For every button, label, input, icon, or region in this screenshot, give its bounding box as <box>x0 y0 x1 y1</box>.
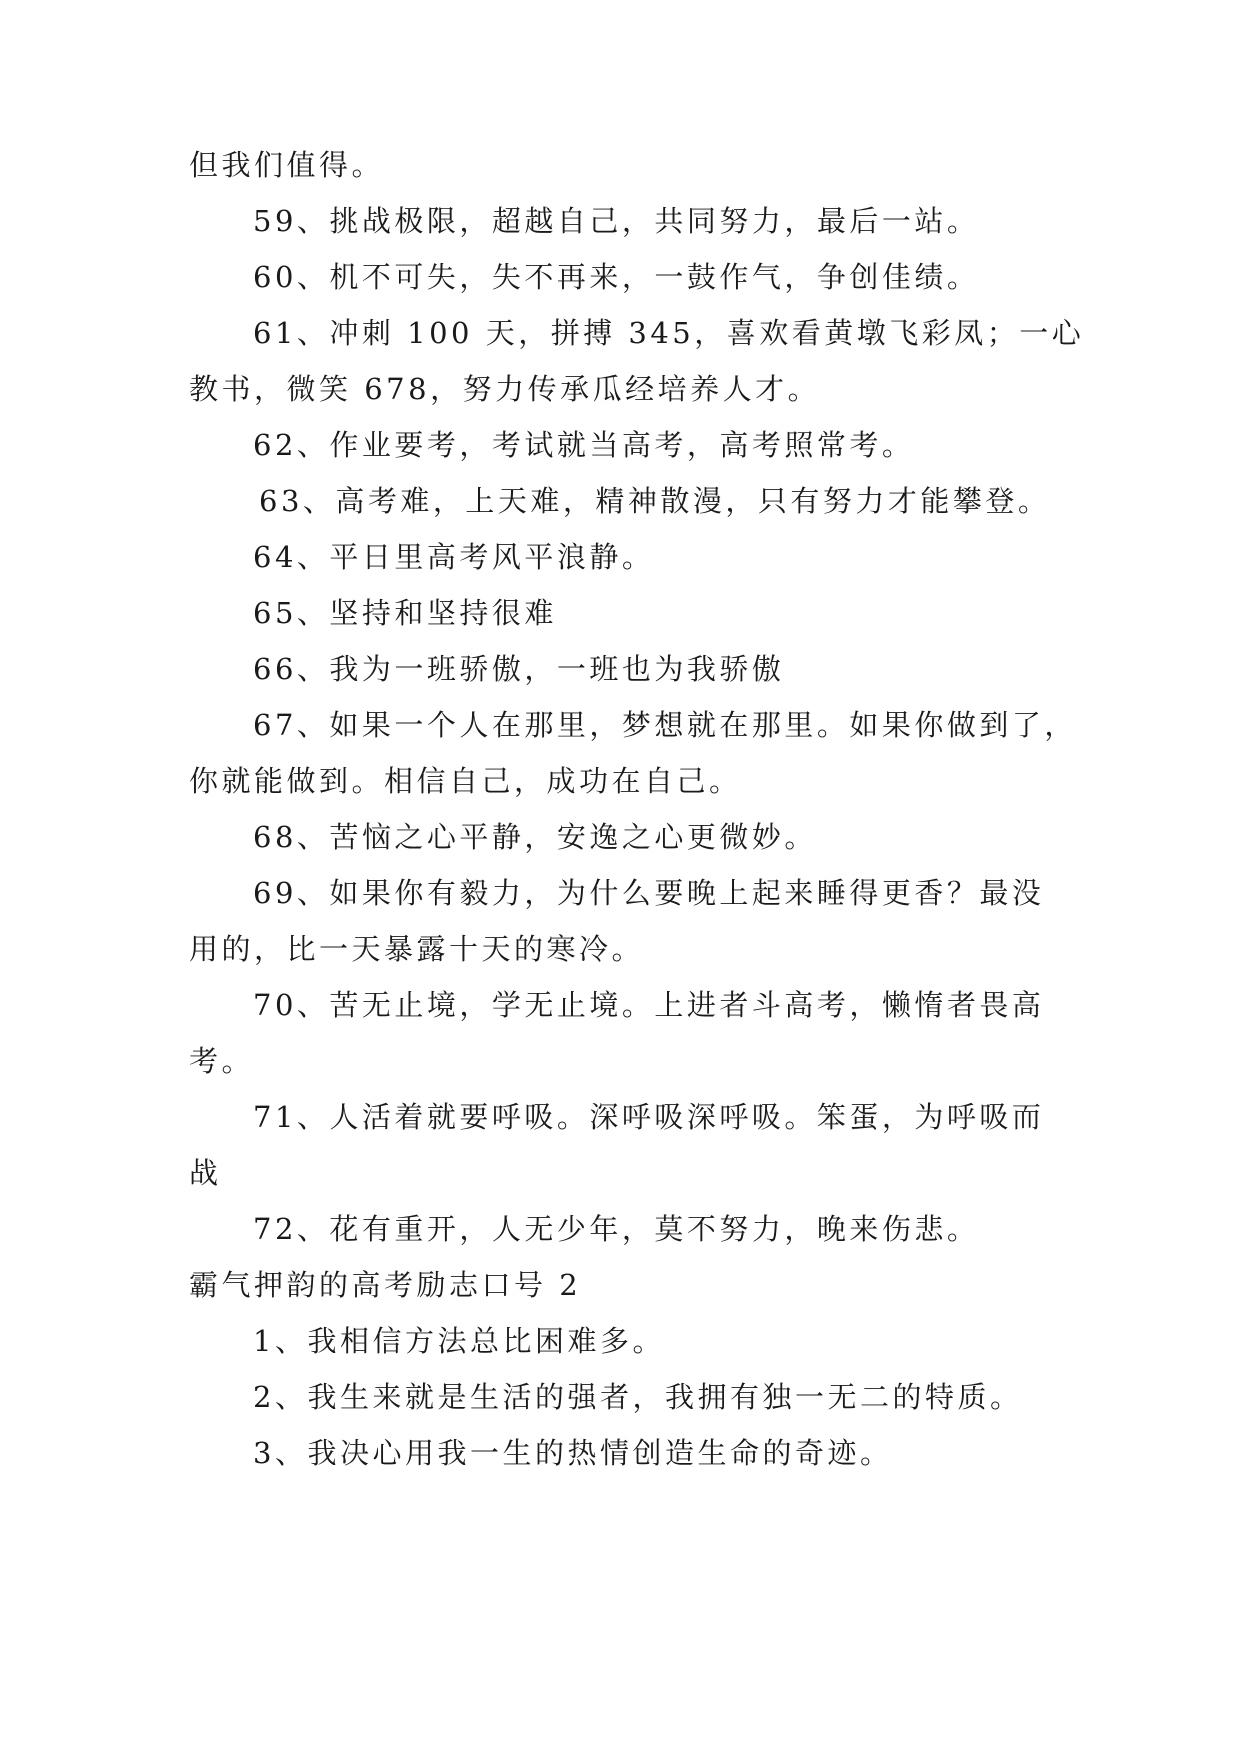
list-item-64: 64、平日里高考风平浪静。 <box>253 540 655 574</box>
list-item-70-continued: 考。 <box>189 1044 255 1078</box>
list-item-61: 61、冲刺 100 天，拼搏 345，喜欢看黄墩飞彩凤；一心 <box>253 316 1085 350</box>
list-item-70: 70、苦无止境，学无止境。上进者斗高考，懒惰者畏高 <box>253 988 1045 1022</box>
list-item-65: 65、坚持和坚持很难 <box>253 596 557 630</box>
list-item-71: 71、人活着就要呼吸。深呼吸深呼吸。笨蛋，为呼吸而 <box>253 1100 1045 1134</box>
list-item-71-continued: 战 <box>189 1156 222 1190</box>
list-item-63: 63、高考难，上天难，精神散漫，只有努力才能攀登。 <box>259 484 1051 518</box>
section-heading: 霸气押韵的高考励志口号 2 <box>189 1268 582 1302</box>
list-item-69-continued: 用的，比一天暴露十天的寒冷。 <box>189 932 645 966</box>
list-item-68: 68、苦恼之心平静，安逸之心更微妙。 <box>253 820 817 854</box>
list-item-62: 62、作业要考，考试就当高考，高考照常考。 <box>253 428 915 462</box>
list-item-67: 67、如果一个人在那里，梦想就在那里。如果你做到了， <box>253 708 1077 742</box>
list-item-66: 66、我为一班骄傲，一班也为我骄傲 <box>253 652 785 686</box>
list-item-3: 3、我决心用我一生的热情创造生命的奇迹。 <box>253 1436 893 1470</box>
list-item-72: 72、花有重开，人无少年，莫不努力，晚来伤悲。 <box>253 1212 980 1246</box>
list-item-59: 59、挑战极限，超越自己，共同努力，最后一站。 <box>253 204 980 238</box>
list-item-69: 69、如果你有毅力，为什么要晚上起来睡得更香？最没 <box>253 876 1045 910</box>
list-item-1: 1、我相信方法总比困难多。 <box>253 1324 665 1358</box>
list-item-67-continued: 你就能做到。相信自己，成功在自己。 <box>189 764 742 798</box>
text-line: 但我们值得。 <box>189 148 385 182</box>
list-item-61-continued: 教书，微笑 678，努力传承瓜经培养人才。 <box>189 372 821 406</box>
list-item-2: 2、我生来就是生活的强者，我拥有独一无二的特质。 <box>253 1380 1023 1414</box>
list-item-60: 60、机不可失，失不再来，一鼓作气，争创佳绩。 <box>253 260 980 294</box>
